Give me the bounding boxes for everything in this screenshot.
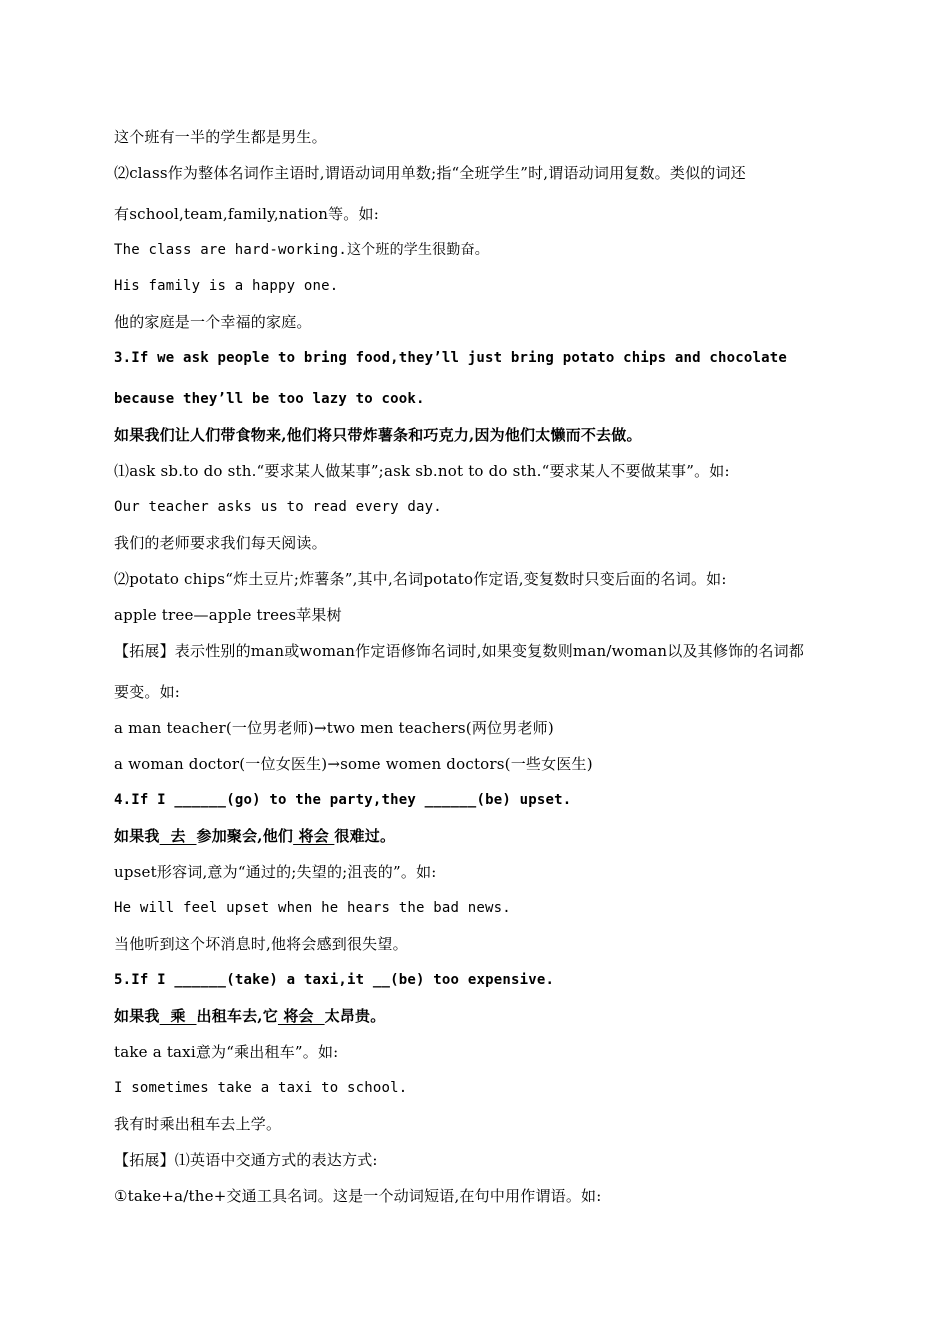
text-line: 要变。如: [114, 683, 181, 701]
text-line: ⑵potato chips“炸土豆片;炸薯条”,其中,名词potato作定语,变复数时只变后面的名词。如: [114, 570, 727, 588]
answer-underlined: 去 [159, 827, 197, 845]
example-sentence: He will feel upset when he hears the bad news. [114, 900, 511, 916]
answer-blank: ______ [174, 972, 227, 988]
expansion-note: 【拓展】⑴英语中交通方式的表达方式: [114, 1151, 378, 1169]
item-5-question: 5.If I ______(take) a taxi,it __(be) too expensive. [114, 972, 555, 988]
example-sentence: Our teacher asks us to read every day. [114, 499, 442, 515]
item-5-translation: 如果我 乘 出租车去,它 将会 太昂贵。 [114, 1007, 386, 1025]
text-line: ①take+a/the+交通工具名词。这是一个动词短语,在句中用作谓语。如: [114, 1187, 602, 1205]
answer-blank: ______ [424, 792, 477, 808]
item-4-question: 4.If I ______(go) to the party,they ______(be) upset. [114, 792, 572, 808]
text-line: ⑵class作为整体名词作主语时,谓语动词用单数;指“全班学生”时,谓语动词用复数。类似的词还 [114, 164, 746, 182]
text-line: upset形容词,意为“通过的;失望的;沮丧的”。如: [114, 863, 437, 881]
example-sentence: a man teacher(一位男老师)→two men teachers(两位男老师) [114, 719, 554, 737]
text-line: apple tree—apple trees苹果树 [114, 606, 342, 624]
answer-blank: __ [372, 972, 391, 988]
example-sentence: His family is a happy one. [114, 278, 339, 294]
text-line: 这个班有一半的学生都是男生。 [114, 128, 327, 146]
example-sentence: I sometimes take a taxi to school. [114, 1080, 408, 1096]
example-translation: 我有时乘出租车去上学。 [114, 1115, 282, 1133]
item-4-translation: 如果我 去 参加聚会,他们 将会 很难过。 [114, 827, 396, 845]
answer-underlined: 将会 [293, 827, 335, 845]
example-sentence: The class are hard-working.这个班的学生很勤奋。 [114, 242, 489, 258]
example-translation: 他的家庭是一个幸福的家庭。 [114, 313, 312, 331]
answer-underlined: 将会 [277, 1007, 325, 1025]
answer-underlined: 乘 [159, 1007, 197, 1025]
text-line: take a taxi意为“乘出租车”。如: [114, 1043, 339, 1061]
text-line: 有school,team,family,nation等。如: [114, 205, 379, 223]
example-sentence: a woman doctor(一位女医生)→some women doctors(一些女医生) [114, 755, 593, 773]
text-line: ⑴ask sb.to do sth.“要求某人做某事”;ask sb.not to do sth.“要求某人不要做某事”。如: [114, 462, 730, 480]
item-heading: 3.If we ask people to bring food,they’ll just bring potato chips and chocolate [114, 350, 788, 366]
item-translation: 如果我们让人们带食物来,他们将只带炸薯条和巧克力,因为他们太懒而不去做。 [114, 426, 642, 444]
example-translation: 我们的老师要求我们每天阅读。 [114, 534, 327, 552]
example-translation: 当他听到这个坏消息时,他将会感到很失望。 [114, 935, 408, 953]
expansion-note: 【拓展】表示性别的man或woman作定语修饰名词时,如果变复数则man/woman以及其修饰的名词都 [114, 642, 805, 660]
answer-blank: ______ [174, 792, 227, 808]
item-heading: because they’ll be too lazy to cook. [114, 391, 425, 407]
